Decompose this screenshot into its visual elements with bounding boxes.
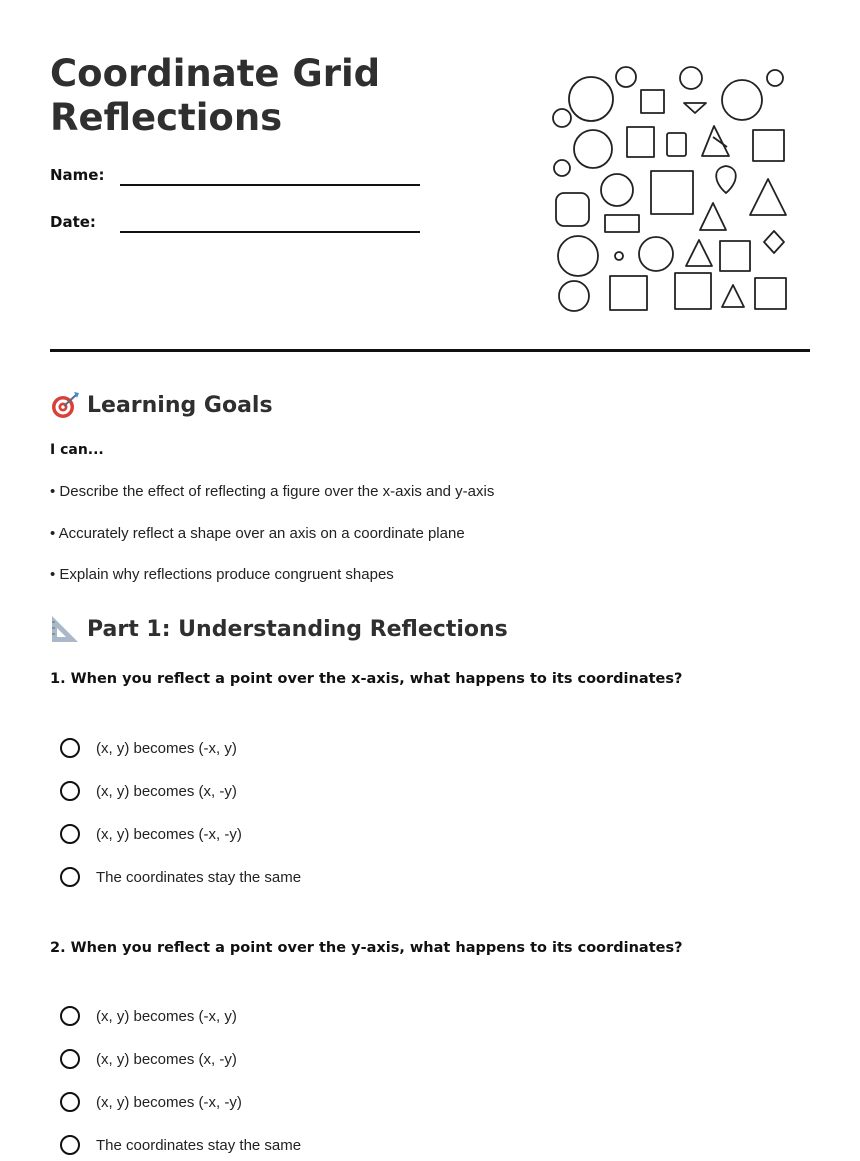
circle-shape <box>554 160 570 176</box>
q1-option-b[interactable] <box>60 778 237 804</box>
circle-shape <box>639 237 673 271</box>
square-shape <box>755 278 786 309</box>
triangle-shape <box>684 103 706 113</box>
triangle-ruler-icon <box>50 614 80 644</box>
circle-shape <box>558 236 598 276</box>
question-2-text: 2. When you reflect a point over the y-axis, what happens to its coordinates? <box>50 940 683 956</box>
rectangle-shape <box>605 215 639 232</box>
option-label: (x, y) becomes (x, -y) <box>96 1050 237 1068</box>
radio-circle-icon[interactable] <box>60 781 80 801</box>
square-shape <box>641 90 664 113</box>
question-1-text: 1. When you reflect a point over the x-axis, what happens to its coordinates? <box>50 671 683 687</box>
circle-shape <box>722 80 762 120</box>
date-label: Date: <box>50 213 96 231</box>
name-field[interactable] <box>50 166 420 196</box>
circle-shape <box>680 67 702 89</box>
square-shape <box>610 276 647 310</box>
shapes-illustration <box>548 62 793 317</box>
learning-goals-title: Learning Goals <box>87 392 273 418</box>
date-line[interactable] <box>120 231 420 233</box>
i-can-label: I can... <box>50 442 104 458</box>
triangle-shape <box>700 203 726 230</box>
square-shape <box>720 241 750 271</box>
option-label: (x, y) becomes (-x, y) <box>96 739 237 757</box>
radio-circle-icon[interactable] <box>60 867 80 887</box>
radio-circle-icon[interactable] <box>60 1006 80 1026</box>
radio-circle-icon[interactable] <box>60 738 80 758</box>
goal-item: • Explain why reflections produce congruent shapes <box>50 566 394 583</box>
option-label: (x, y) becomes (-x, y) <box>96 1007 237 1025</box>
square-shape <box>651 171 693 214</box>
circle-shape <box>574 130 612 168</box>
title-line-2: Reflections <box>50 96 283 139</box>
triangle-shape <box>686 240 712 266</box>
drop-shape <box>716 166 736 193</box>
q2-option-b[interactable] <box>60 1046 237 1072</box>
triangle-shape <box>722 285 744 307</box>
diamond-shape <box>764 231 784 253</box>
q1-option-a[interactable] <box>60 735 237 761</box>
goal-item: • Describe the effect of reflecting a figure over the x-axis and y-axis <box>50 483 495 500</box>
circle-shape <box>601 174 633 206</box>
option-label: (x, y) becomes (-x, -y) <box>96 825 242 843</box>
circle-shape <box>569 77 613 121</box>
square-shape <box>675 273 711 309</box>
radio-circle-icon[interactable] <box>60 824 80 844</box>
circle-shape <box>553 109 571 127</box>
circle-shape <box>559 281 589 311</box>
square-shape <box>753 130 784 161</box>
circle-shape <box>767 70 783 86</box>
square-shape <box>667 133 686 156</box>
option-label: The coordinates stay the same <box>96 868 302 886</box>
radio-circle-icon[interactable] <box>60 1049 80 1069</box>
part1-heading <box>50 614 508 644</box>
triangle-shape <box>750 179 786 215</box>
option-label: The coordinates stay the same <box>96 1136 302 1154</box>
circle-shape <box>615 252 623 260</box>
radio-circle-icon[interactable] <box>60 1135 80 1155</box>
learning-goals-heading <box>50 390 273 420</box>
q1-option-d[interactable] <box>60 864 301 890</box>
target-icon <box>50 390 80 420</box>
worksheet-title <box>50 52 480 140</box>
triangle-shape <box>702 126 729 156</box>
part1-title: Part 1: Understanding Reflections <box>87 616 508 642</box>
title-line-1: Coordinate Grid <box>50 52 381 95</box>
option-label: (x, y) becomes (-x, -y) <box>96 1093 242 1111</box>
name-label: Name: <box>50 166 105 184</box>
option-label: (x, y) becomes (x, -y) <box>96 782 237 800</box>
header-divider <box>50 349 810 352</box>
rounded-square-shape <box>556 193 589 226</box>
circle-shape <box>616 67 636 87</box>
radio-circle-icon[interactable] <box>60 1092 80 1112</box>
goal-item: • Accurately reflect a shape over an axis on a coordinate plane <box>50 525 465 542</box>
q2-option-d[interactable] <box>60 1132 301 1158</box>
q2-option-a[interactable] <box>60 1003 237 1029</box>
q2-option-c[interactable] <box>60 1089 242 1115</box>
q1-option-c[interactable] <box>60 821 242 847</box>
square-shape <box>627 127 654 157</box>
date-field[interactable] <box>50 213 420 243</box>
name-line[interactable] <box>120 184 420 186</box>
